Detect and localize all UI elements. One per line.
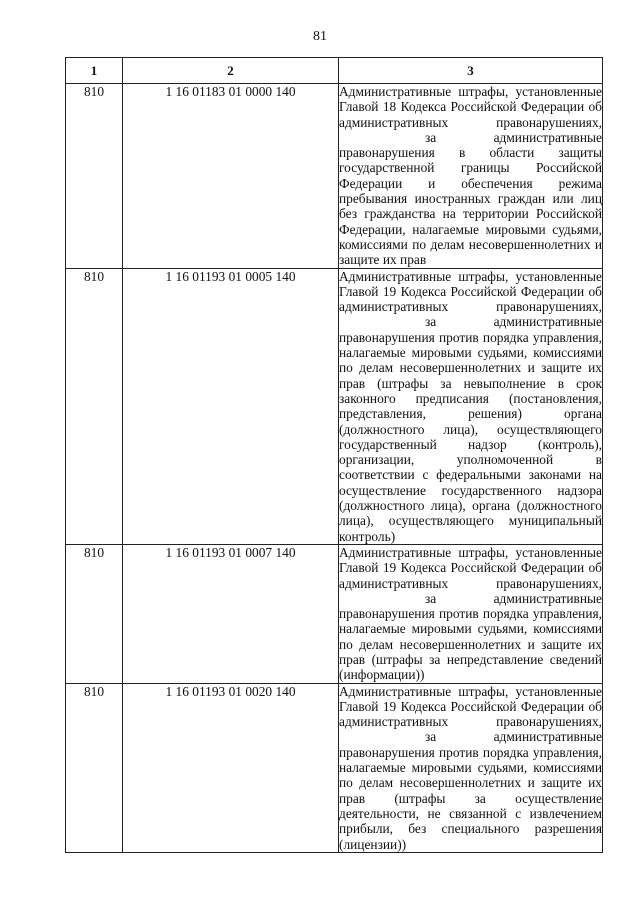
description-text-c: административные правонарушения в области защиты государственной границы Российской Федерации и обеспечения режима пребывания иностранных граждан или лиц без гражданства на территории Российской Федерации, налагаемые мировыми судьями, комиссиями по делам несовершеннолетних и защите их прав bbox=[339, 129, 602, 268]
column-header-2: 2 bbox=[123, 58, 339, 84]
description-text-c: административные правонарушения против порядка управления, налагаемые мировыми судьями, комиссиями по делам несовершеннолетних и защите их прав (штрафы за невыполнение в срок законного предписания (постановления, представления, решения) органа (должностного лица), осуществляющего государственный надзор (контроль), организации, уполномоченной в соответствии с федеральными законами на осуществление государственного надзора (должностного лица), органа (должностного лица), осуществляющего муниципальный контроль) bbox=[339, 314, 602, 544]
description-text-b: за bbox=[425, 314, 437, 330]
description-text-b: за bbox=[425, 590, 437, 606]
kbk-code-cell: 1 16 01193 01 0007 140 bbox=[123, 544, 339, 683]
description-cell bbox=[339, 544, 603, 683]
kbk-code-cell: 1 16 01183 01 0000 140 bbox=[123, 84, 339, 269]
budget-codes-table bbox=[65, 57, 603, 853]
description-cell bbox=[339, 683, 603, 852]
description-text-a: Административные штрафы, установленные Главой 19 Кодекса Российской Федерации об административных правонарушениях, bbox=[339, 268, 602, 315]
column-header-1: 1 bbox=[66, 58, 123, 84]
description-cell bbox=[339, 84, 603, 269]
kbk-code-cell: 1 16 01193 01 0005 140 bbox=[123, 268, 339, 544]
column-header-3: 3 bbox=[339, 58, 603, 84]
description-text-a: Административные штрафы, установленные Главой 18 Кодекса Российской Федерации об административных правонарушениях, bbox=[339, 84, 602, 130]
table-row bbox=[66, 683, 603, 852]
description-text-a: Административные штрафы, установленные Главой 19 Кодекса Российской Федерации об административных правонарушениях, bbox=[339, 544, 602, 591]
page-number: 81 bbox=[313, 29, 327, 44]
table-row bbox=[66, 544, 603, 683]
admin-code-cell: 810 bbox=[66, 683, 123, 852]
admin-code-cell: 810 bbox=[66, 544, 123, 683]
description-text-b: за bbox=[425, 129, 437, 145]
description-text-a: Административные штрафы, установленные Главой 19 Кодекса Российской Федерации об административных правонарушениях, bbox=[339, 683, 602, 730]
description-text-c: административные правонарушения против порядка управления, налагаемые мировыми судьями, комиссиями по делам несовершеннолетних и защите их прав (штрафы за осуществление деятельности, не связанной с извлечением прибыли, без специального разрешения (лицензии)) bbox=[339, 729, 602, 852]
table-header-row bbox=[66, 58, 603, 84]
description-text-c: административные правонарушения против порядка управления, налагаемые мировыми судьями, комиссиями по делам несовершеннолетних и защите их прав (штрафы за непредставление сведений (информации)) bbox=[339, 590, 602, 683]
table-row bbox=[66, 268, 603, 544]
table-row bbox=[66, 84, 603, 269]
kbk-code-cell: 1 16 01193 01 0020 140 bbox=[123, 683, 339, 852]
admin-code-cell: 810 bbox=[66, 84, 123, 269]
description-text-b: за bbox=[425, 729, 437, 745]
admin-code-cell: 810 bbox=[66, 268, 123, 544]
description-cell bbox=[339, 268, 603, 544]
